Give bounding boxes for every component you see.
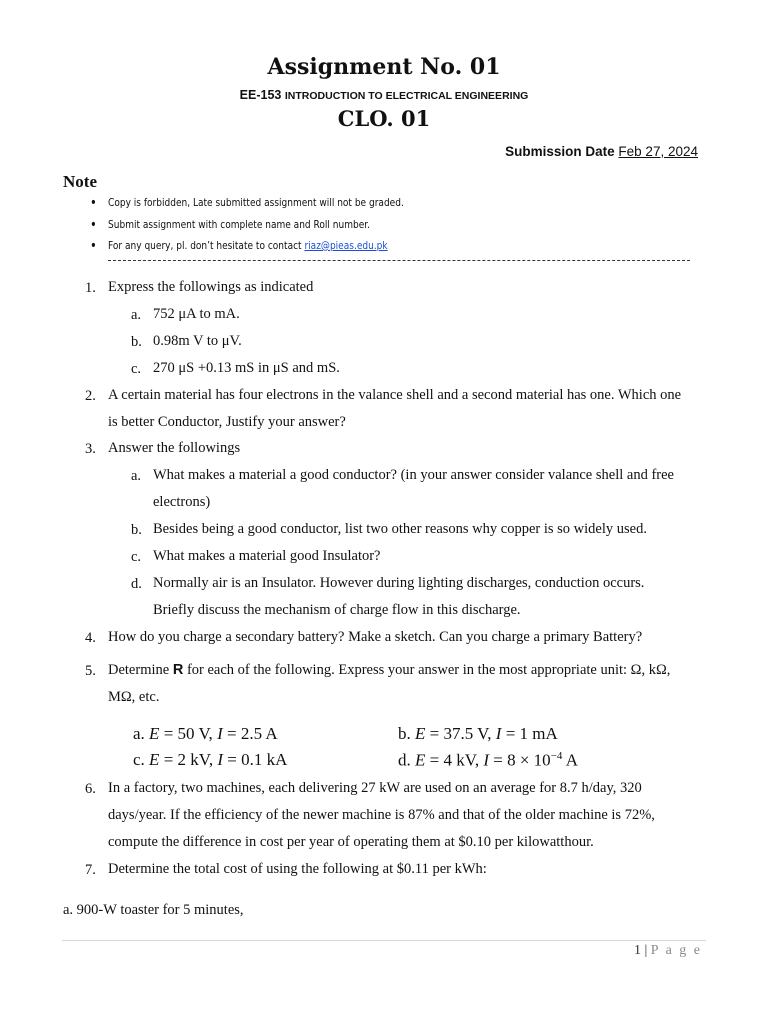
page-number: 1 | P a g e [633, 943, 702, 958]
course-code: EE-153 [239, 88, 282, 102]
q5b-expression: b. E = 37.5 V, I = 1 mA [398, 724, 558, 743]
course-name: INTRODUCTION TO ELECTRICAL ENGINEERING [284, 90, 529, 102]
note-list [90, 196, 404, 261]
q6-line2: days/year. If the efficiency of the newer machine is 87% and that of the older machine is 72%, [108, 807, 655, 823]
note-item: • Copy is forbidden, Late submitted assignment will not be graded. [90, 196, 404, 218]
q1c-text: 270 μS +0.13 mS in μS and mS. [153, 360, 340, 376]
q6-line1: In a factory, two machines, each delivering 27 kW are used on an average for 8.7 h/day, 320 [108, 780, 642, 796]
note-item: • For any query, pl. don’t hesitate to contact riaz@pieas.edu.pk [90, 239, 404, 261]
q5-line1: Determine R for each of the following. Express your answer in the most appropriate unit: Ω, kΩ, [108, 662, 671, 678]
q2-line1: A certain material has four electrons in the valance shell and a second material has one. Which one [108, 387, 682, 403]
q3a-line2: electrons) [153, 494, 211, 510]
contact-email-link[interactable]: riaz@pieas.edu.pk [304, 239, 388, 252]
q1a-label: a. [131, 307, 142, 323]
q3d-label: d. [131, 576, 142, 592]
q5d-expression: d. E = 4 kV, $I = 8 \times 10^{-4}$ A [398, 750, 578, 770]
q7-number: 7. [85, 862, 96, 878]
q1c-label: c. [131, 361, 142, 377]
q6-line3: compute the difference in cost per year of operating them at $0.10 per kilowatthour. [108, 834, 594, 850]
q5a-expression: a. E = 50 V, I = 2.5 A [133, 724, 278, 743]
q3a-label: a. [131, 468, 142, 484]
submission-label: Submission Date [505, 144, 615, 159]
course-heading [0, 88, 768, 102]
q1b-text: 0.98m V to μV. [153, 333, 242, 349]
q5-r-symbol: R [172, 662, 184, 678]
q2-number: 2. [85, 388, 96, 404]
note-heading: Note [63, 172, 97, 191]
q4-text: How do you charge a secondary battery? Make a sketch. Can you charge a primary Battery? [108, 629, 643, 645]
q4-number: 4. [85, 630, 96, 646]
q3-number: 3. [85, 441, 96, 457]
note-item: • Submit assignment with complete name and Roll number. [90, 218, 404, 240]
q3a-line1: What makes a material a good conductor? (in your answer consider valance shell and free [153, 467, 674, 483]
q3c-text: What makes a material good Insulator? [153, 548, 381, 564]
q3d-line2: Briefly discuss the mechanism of charge flow in this discharge. [153, 602, 521, 618]
submission-date [505, 144, 698, 159]
q5-number: 5. [85, 663, 96, 679]
q3d-line1: Normally air is an Insulator. However during lighting discharges, conduction occurs. [153, 575, 645, 591]
q1a-text: 752 μA to mA. [153, 306, 240, 322]
q1-number: 1. [85, 280, 96, 296]
q2-line2: is better Conductor, Justify your answer? [108, 414, 346, 430]
dashed-divider [108, 260, 690, 261]
footer-divider [62, 940, 706, 941]
q3-text: Answer the followings [108, 440, 241, 456]
q5-line2: MΩ, etc. [108, 689, 160, 705]
q3b-text: Besides being a good conductor, list two other reasons why copper is so widely used. [153, 521, 647, 537]
submission-value: Feb 27, 2024 [618, 144, 698, 159]
q1b-label: b. [131, 334, 142, 350]
assignment-title: Assignment No. 01 [267, 54, 501, 80]
q7-text: Determine the total cost of using the following at $0.11 per kWh: [108, 861, 487, 877]
clo-heading: CLO. 01 [337, 106, 431, 131]
q1-text: Express the followings as indicated [108, 279, 314, 295]
q3b-label: b. [131, 522, 142, 538]
q6-number: 6. [85, 781, 96, 797]
q3c-label: c. [131, 549, 142, 565]
q5c-expression: c. E = 2 kV, I = 0.1 kA [133, 750, 288, 769]
q7a-text: a. 900-W toaster for 5 minutes, [63, 902, 244, 918]
